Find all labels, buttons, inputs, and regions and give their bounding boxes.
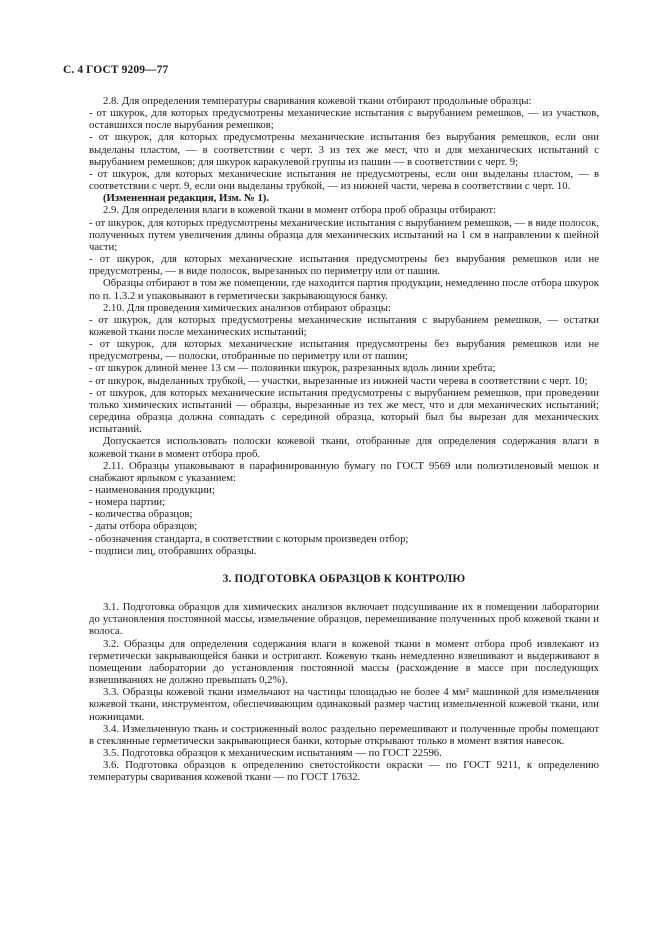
list-item: - наименования продукции; bbox=[89, 484, 215, 496]
paragraph-3-2: 3.2. Образцы для определения содержания влаги в кожевой ткани в момент отбора проб извлекают из герметически закрывающейся банки и остригают. Кожевую ткань немедленно взвешивают и выдерживают в помещении лаборатории до установления постоянной массы (расхождение в массе при последующих взвешиваниях не должно превышать 0,2%). bbox=[89, 637, 599, 687]
list-item: - даты отбора образцов; bbox=[89, 520, 198, 533]
section-title: 3. ПОДГОТОВКА ОБРАЗЦОВ К КОНТРОЛЮ bbox=[222, 572, 466, 585]
list-item: - от шкурок, для которых предусмотрены механические испытания с вырубанием ремешков, — из участков, оставшихся после вырубания ремешков; bbox=[89, 107, 599, 132]
paragraph-3-5: 3.5. Подготовка образцов к механическим испытаниям — по ГОСТ 22596. bbox=[103, 746, 442, 759]
paragraph-2-11: 2.11. Образцы упаковывают в парафинированную бумагу по ГОСТ 9569 или полиэтиленовый мешок и снабжают ярлыком с указанием: bbox=[89, 459, 599, 484]
list-item: - номера партии; bbox=[89, 496, 166, 509]
document-body bbox=[89, 95, 599, 783]
paragraph-3-3: 3.3. Образцы кожевой ткани измельчают на частицы площадью не более 4 мм² машинкой для измельчения кожевой ткани, инструментом, обеспечивающим одинаковый размер частиц измельченной кожевой ткани, или ножницами. bbox=[89, 686, 599, 723]
paragraph: Допускается использовать полоски кожевой ткани, отобранные для определения содержания влаги в кожевой ткани в момент отбора проб. bbox=[89, 435, 599, 460]
paragraph-2-9: 2.9. Для определения влаги в кожевой ткани в момент отбора проб образцы отбирают: bbox=[103, 204, 497, 217]
list-item: - от шкурок, для которых предусмотрены механические испытания с вырубанием ремешков, — остатки кожевой ткани после механических испытаний; bbox=[89, 313, 599, 338]
list-item: - подписи лиц, отобравших образцы. bbox=[89, 544, 257, 557]
paragraph-2-8: 2.8. Для определения температуры сваривания кожевой ткани отбирают продольные образцы: bbox=[103, 95, 532, 107]
paragraph-2-10: 2.10. Для проведения химических анализов отбирают образцы: bbox=[103, 301, 391, 314]
amendment-note: (Измененная редакция, Изм. № 1). bbox=[103, 192, 270, 205]
list-item: - от шкурок, для которых механические испытания не предусмотрены, если они выделаны пластом, — в соответствии с черт. 9, если они выделаны трубкой, — из нижней части, черева в соответствии с черт. 10. bbox=[89, 167, 599, 193]
paragraph-3-6: 3.6. Подготовка образцов к определению светостойкости окраски — по ГОСТ 9211, к определению температуры сваривания кожевой ткани — по ГОСТ 17632. bbox=[89, 759, 599, 784]
list-item: - количества образцов; bbox=[89, 508, 193, 521]
paragraph: Образцы отбирают в том же помещении, где находится партия продукции, немедленно после отбора шкурок по п. 1.3.2 и упаковывают в герметически закрывающуюся банку. bbox=[89, 277, 599, 302]
list-item: - от шкурок, для которых механические испытания предусмотрены без вырубания ремешков или не предусмотрены, — в виде полосок, вырезанных по периметру или от пашин. bbox=[89, 253, 599, 278]
page-header: С. 4 ГОСТ 9209—77 bbox=[63, 64, 169, 76]
list-item: - от шкурок, для которых механические испытания предусмотрены без вырубания ремешков или не предусмотрены, — полоски, отобранные по периметру или от пашин; bbox=[89, 338, 599, 363]
list-item: - от шкурок, выделанных трубкой, — участки, вырезанные из нижней части черева в соответствии с черт. 10; bbox=[89, 374, 588, 387]
list-item: - обозначения стандарта, в соответствии с которым произведен отбор; bbox=[89, 532, 409, 545]
list-item: - от шкурок, для которых предусмотрены механические испытания без вырубания ремешков, если они выделаны пластом, — в соответствии с черт. 3 из тех же мест, что и для механических испытаний с вырубанием ремешков; для шкурок каракулевой группы из пашин — в соответствии с черт. 9; bbox=[89, 131, 599, 168]
list-item: - от шкурок, для которых предусмотрены механические испытания с вырубанием ремешков, — в виде полосок, полученных путем увеличения длины образца для механических испытаний на 1 см в направлении к шейной части; bbox=[89, 216, 599, 253]
list-item: - от шкурок, для которых механические испытания предусмотрены с вырубанием ремешков, при проведении только химических испытаний — образцы, вырезанные из тех же мест, что и для механических испытаний; середина образца должна совпадать с серединой образца, который был бы вырезан для механических испытаний. bbox=[89, 386, 599, 436]
paragraph-3-4: 3.4. Измельченную ткань и состриженный волос раздельно перемешивают и полученные пробы помещают в стеклянные герметически закрывающиеся банки, которые открывают только в момент взятия навесок. bbox=[89, 722, 599, 747]
paragraph-3-1: 3.1. Подготовка образцов для химических анализов включает подсушивание их в помещении лаборатории до установления постоянной массы, измельчение образцов, перемешивание полученных проб кожевой ткани и волоса. bbox=[89, 601, 599, 638]
list-item: - от шкурок длиной менее 13 см — половинки шкурок, разрезанных вдоль линии хребта; bbox=[89, 362, 496, 375]
